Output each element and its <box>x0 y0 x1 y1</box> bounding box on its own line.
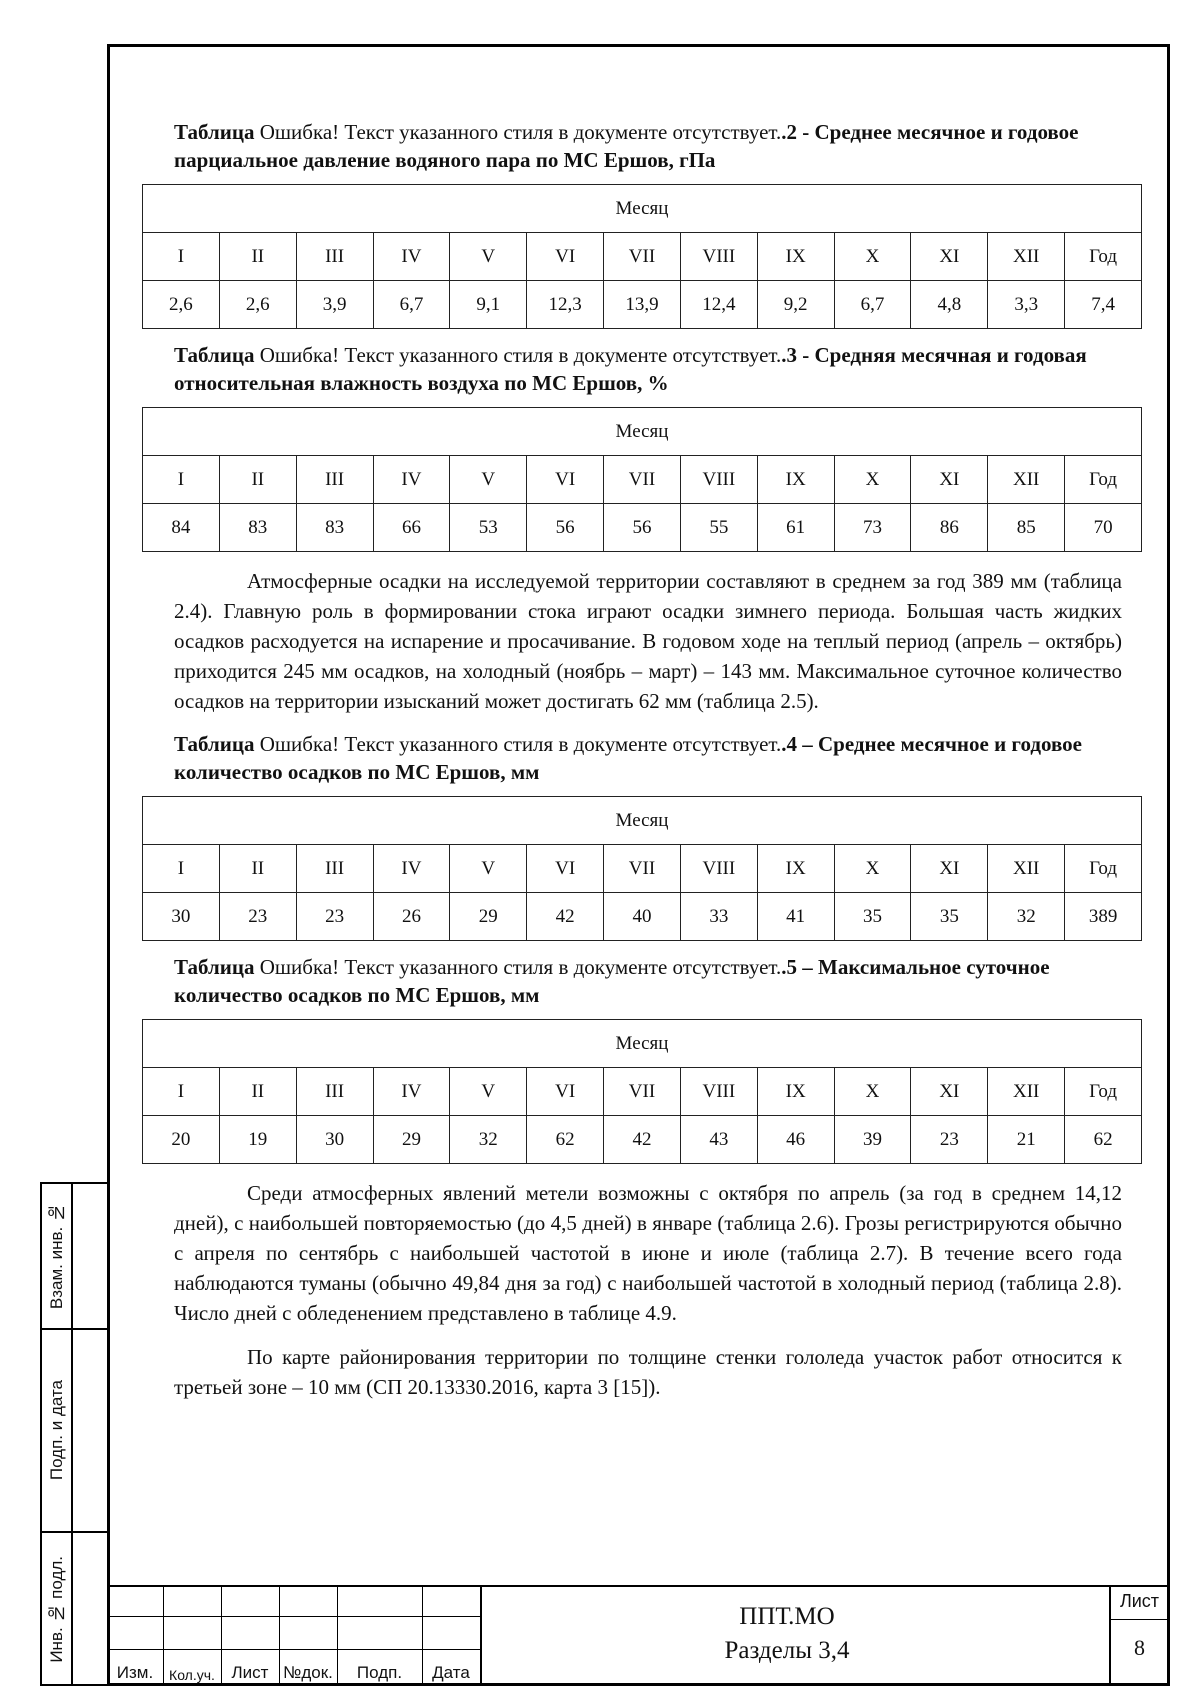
table-cell: 42 <box>604 1116 681 1164</box>
inv-podl-label: Инв. № подл. <box>46 1556 66 1663</box>
side-stamp <box>40 1182 108 1686</box>
table-row <box>143 456 1142 504</box>
table-cell: 6,7 <box>834 281 911 329</box>
table-cell: 20 <box>143 1116 220 1164</box>
table-cell: IX <box>757 456 834 504</box>
sheet-number: 8 <box>1134 1635 1145 1660</box>
table-cell: V <box>450 233 527 281</box>
table-cell: XII <box>988 233 1065 281</box>
table-cell: 33 <box>680 893 757 941</box>
table-cell: VII <box>604 845 681 893</box>
table-cell: Год <box>1065 456 1142 504</box>
table-cell: 41 <box>757 893 834 941</box>
table-cell: 35 <box>911 893 988 941</box>
table-cell: 32 <box>450 1116 527 1164</box>
table-cell: 66 <box>373 504 450 552</box>
table-cell: VIII <box>680 845 757 893</box>
table-row <box>143 1116 1142 1164</box>
table-row <box>143 1068 1142 1116</box>
table-cell: 62 <box>527 1116 604 1164</box>
table-cell: 73 <box>834 504 911 552</box>
table-cell: 29 <box>373 1116 450 1164</box>
table-cell: III <box>296 233 373 281</box>
table-cell: 23 <box>296 893 373 941</box>
precipitation-table <box>142 796 1142 941</box>
table-cell: 9,1 <box>450 281 527 329</box>
table-cell: Год <box>1065 845 1142 893</box>
table-row <box>143 893 1142 941</box>
table-row <box>143 233 1142 281</box>
podp-data-label: Подп. и дата <box>46 1380 66 1481</box>
table-cell: 43 <box>680 1116 757 1164</box>
table-cell: 21 <box>988 1116 1065 1164</box>
header-data: Дата <box>432 1663 470 1682</box>
table-cell: X <box>834 233 911 281</box>
month-header: Месяц <box>143 185 1142 233</box>
month-header: Месяц <box>143 408 1142 456</box>
table-cell: IX <box>757 845 834 893</box>
ice-paragraph: По карте районирования территории по толщине стенки гололеда участок работ относится к третьей зоне – 10 мм (СП 20.13330.2016, карта 3 [15]). <box>174 1345 1122 1399</box>
table-cell: 7,4 <box>1065 281 1142 329</box>
table-cell: 83 <box>296 504 373 552</box>
table-cell: VI <box>527 845 604 893</box>
table-cell: V <box>450 456 527 504</box>
table-cell: III <box>296 1068 373 1116</box>
table-cell: VII <box>604 456 681 504</box>
table-cell: VII <box>604 233 681 281</box>
table-cell: 39 <box>834 1116 911 1164</box>
table-cell: XI <box>911 1068 988 1116</box>
table-cell: XI <box>911 233 988 281</box>
table-cell: I <box>143 456 220 504</box>
table-cell: I <box>143 845 220 893</box>
table-cell: 56 <box>604 504 681 552</box>
table-cell: 35 <box>834 893 911 941</box>
table-cell: II <box>219 845 296 893</box>
table-cell: 23 <box>911 1116 988 1164</box>
precipitation-paragraph: Атмосферные осадки на исследуемой территории составляют в среднем за год 389 мм (таблица 2.4). Главную роль в формировании стока играют осадки зимнего периода. Большая часть жидких осадков расходуется на испарение и просачивание. В годовом ходе на теплый период (апрель – октябрь) приходится 245 мм осадков, на холодный (ноябрь – март) – 143 мм. Максимальное суточное количество осадков на территории изысканий может достигать 62 мм (таблица 2.5). <box>174 569 1122 713</box>
header-ndok: №док. <box>283 1663 333 1682</box>
table-cell: 84 <box>143 504 220 552</box>
table-cell: 30 <box>143 893 220 941</box>
humidity-table <box>142 407 1142 552</box>
table-cell: VIII <box>680 456 757 504</box>
month-header: Месяц <box>143 1020 1142 1068</box>
table-cell: 26 <box>373 893 450 941</box>
document-content <box>142 118 1142 1416</box>
table-caption: Таблица Ошибка! Текст указанного стиля в документе отсутствует..4 – Среднее месячное и годовое количество осадков по МС Ершов, мм <box>174 732 1082 784</box>
table-cell: VIII <box>680 233 757 281</box>
table-cell: XI <box>911 456 988 504</box>
table-cell: II <box>219 456 296 504</box>
table-cell: XI <box>911 845 988 893</box>
table-cell: IV <box>373 845 450 893</box>
table-cell: II <box>219 233 296 281</box>
table-cell: 53 <box>450 504 527 552</box>
header-list: Лист <box>231 1663 269 1682</box>
table-cell: Год <box>1065 233 1142 281</box>
table-cell: IX <box>757 233 834 281</box>
header-izm: Изм. <box>116 1663 154 1682</box>
table-cell: V <box>450 845 527 893</box>
table-cell: V <box>450 1068 527 1116</box>
table-cell: 2,6 <box>143 281 220 329</box>
table-cell: I <box>143 233 220 281</box>
document-subtitle: Разделы 3,4 <box>724 1637 850 1664</box>
table-caption: Таблица Ошибка! Текст указанного стиля в документе отсутствует..3 - Средняя месячная и годовая относительная влажность воздуха по МС Ершов, % <box>174 343 1087 395</box>
table-cell: 13,9 <box>604 281 681 329</box>
table-cell: 40 <box>604 893 681 941</box>
table-cell: IX <box>757 1068 834 1116</box>
table-cell: 62 <box>1065 1116 1142 1164</box>
table-row <box>143 845 1142 893</box>
table-cell: IV <box>373 1068 450 1116</box>
table-cell: Год <box>1065 1068 1142 1116</box>
table-cell: VI <box>527 233 604 281</box>
table-cell: 3,9 <box>296 281 373 329</box>
sheet-label: Лист <box>1119 1591 1160 1611</box>
table-cell: XII <box>988 845 1065 893</box>
table-caption: Таблица Ошибка! Текст указанного стиля в документе отсутствует..2 - Среднее месячное и годовое парциальное давление водяного пара по МС Ершов, гПа <box>174 120 1079 172</box>
table-cell: 32 <box>988 893 1065 941</box>
table-cell: 83 <box>219 504 296 552</box>
table-cell: 70 <box>1065 504 1142 552</box>
table-cell: XII <box>988 1068 1065 1116</box>
phenomena-paragraph: Среди атмосферных явлений метели возможны с октября по апрель (за год в среднем 14,12 дней), с наибольшей повторяемостью (до 4,5 дней) в январе (таблица 2.6). Грозы регистрируются обычно с апреля по сентябрь с наибольшей частотой в июне и июле (таблица 2.7). В течение всего года наблюдаются туманы (обычно 49,84 дня за год) с наибольшей частотой в холодный период (таблица 2.8). Число дней с обледенением представлено в таблице 4.9. <box>174 1181 1122 1325</box>
table-cell: X <box>834 456 911 504</box>
table-cell: 3,3 <box>988 281 1065 329</box>
table-cell: 12,4 <box>680 281 757 329</box>
table-cell: 29 <box>450 893 527 941</box>
table-cell: 6,7 <box>373 281 450 329</box>
vzam-inv-label: Взам. инв. № <box>46 1202 66 1310</box>
table-cell: III <box>296 456 373 504</box>
table-cell: 9,2 <box>757 281 834 329</box>
table-cell: 19 <box>219 1116 296 1164</box>
table-cell: 85 <box>988 504 1065 552</box>
table-cell: 2,6 <box>219 281 296 329</box>
table-caption: Таблица Ошибка! Текст указанного стиля в документе отсутствует..5 – Максимальное суточное количество осадков по МС Ершов, мм <box>174 955 1050 1007</box>
table-cell: 30 <box>296 1116 373 1164</box>
table-cell: 86 <box>911 504 988 552</box>
table-cell: 42 <box>527 893 604 941</box>
table-cell: 61 <box>757 504 834 552</box>
table-cell: 4,8 <box>911 281 988 329</box>
table-cell: 12,3 <box>527 281 604 329</box>
table-cell: 56 <box>527 504 604 552</box>
table-row <box>143 504 1142 552</box>
table-cell: 389 <box>1065 893 1142 941</box>
table-cell: IV <box>373 233 450 281</box>
table-cell: VIII <box>680 1068 757 1116</box>
max-daily-precipitation-table <box>142 1019 1142 1164</box>
title-block <box>107 1585 1170 1686</box>
header-kol-uch: Кол.уч. <box>169 1667 215 1683</box>
table-cell: VI <box>527 1068 604 1116</box>
table-cell: VI <box>527 456 604 504</box>
table-cell: VII <box>604 1068 681 1116</box>
month-header: Месяц <box>143 797 1142 845</box>
document-code: ППТ.МО <box>739 1603 835 1630</box>
table-cell: III <box>296 845 373 893</box>
table-cell: X <box>834 1068 911 1116</box>
header-podp: Подп. <box>356 1663 403 1682</box>
table-row <box>143 281 1142 329</box>
vapor-pressure-table <box>142 184 1142 329</box>
table-cell: 23 <box>219 893 296 941</box>
table-cell: XII <box>988 456 1065 504</box>
table-cell: X <box>834 845 911 893</box>
table-cell: 55 <box>680 504 757 552</box>
table-cell: IV <box>373 456 450 504</box>
table-cell: I <box>143 1068 220 1116</box>
table-cell: II <box>219 1068 296 1116</box>
table-cell: 46 <box>757 1116 834 1164</box>
